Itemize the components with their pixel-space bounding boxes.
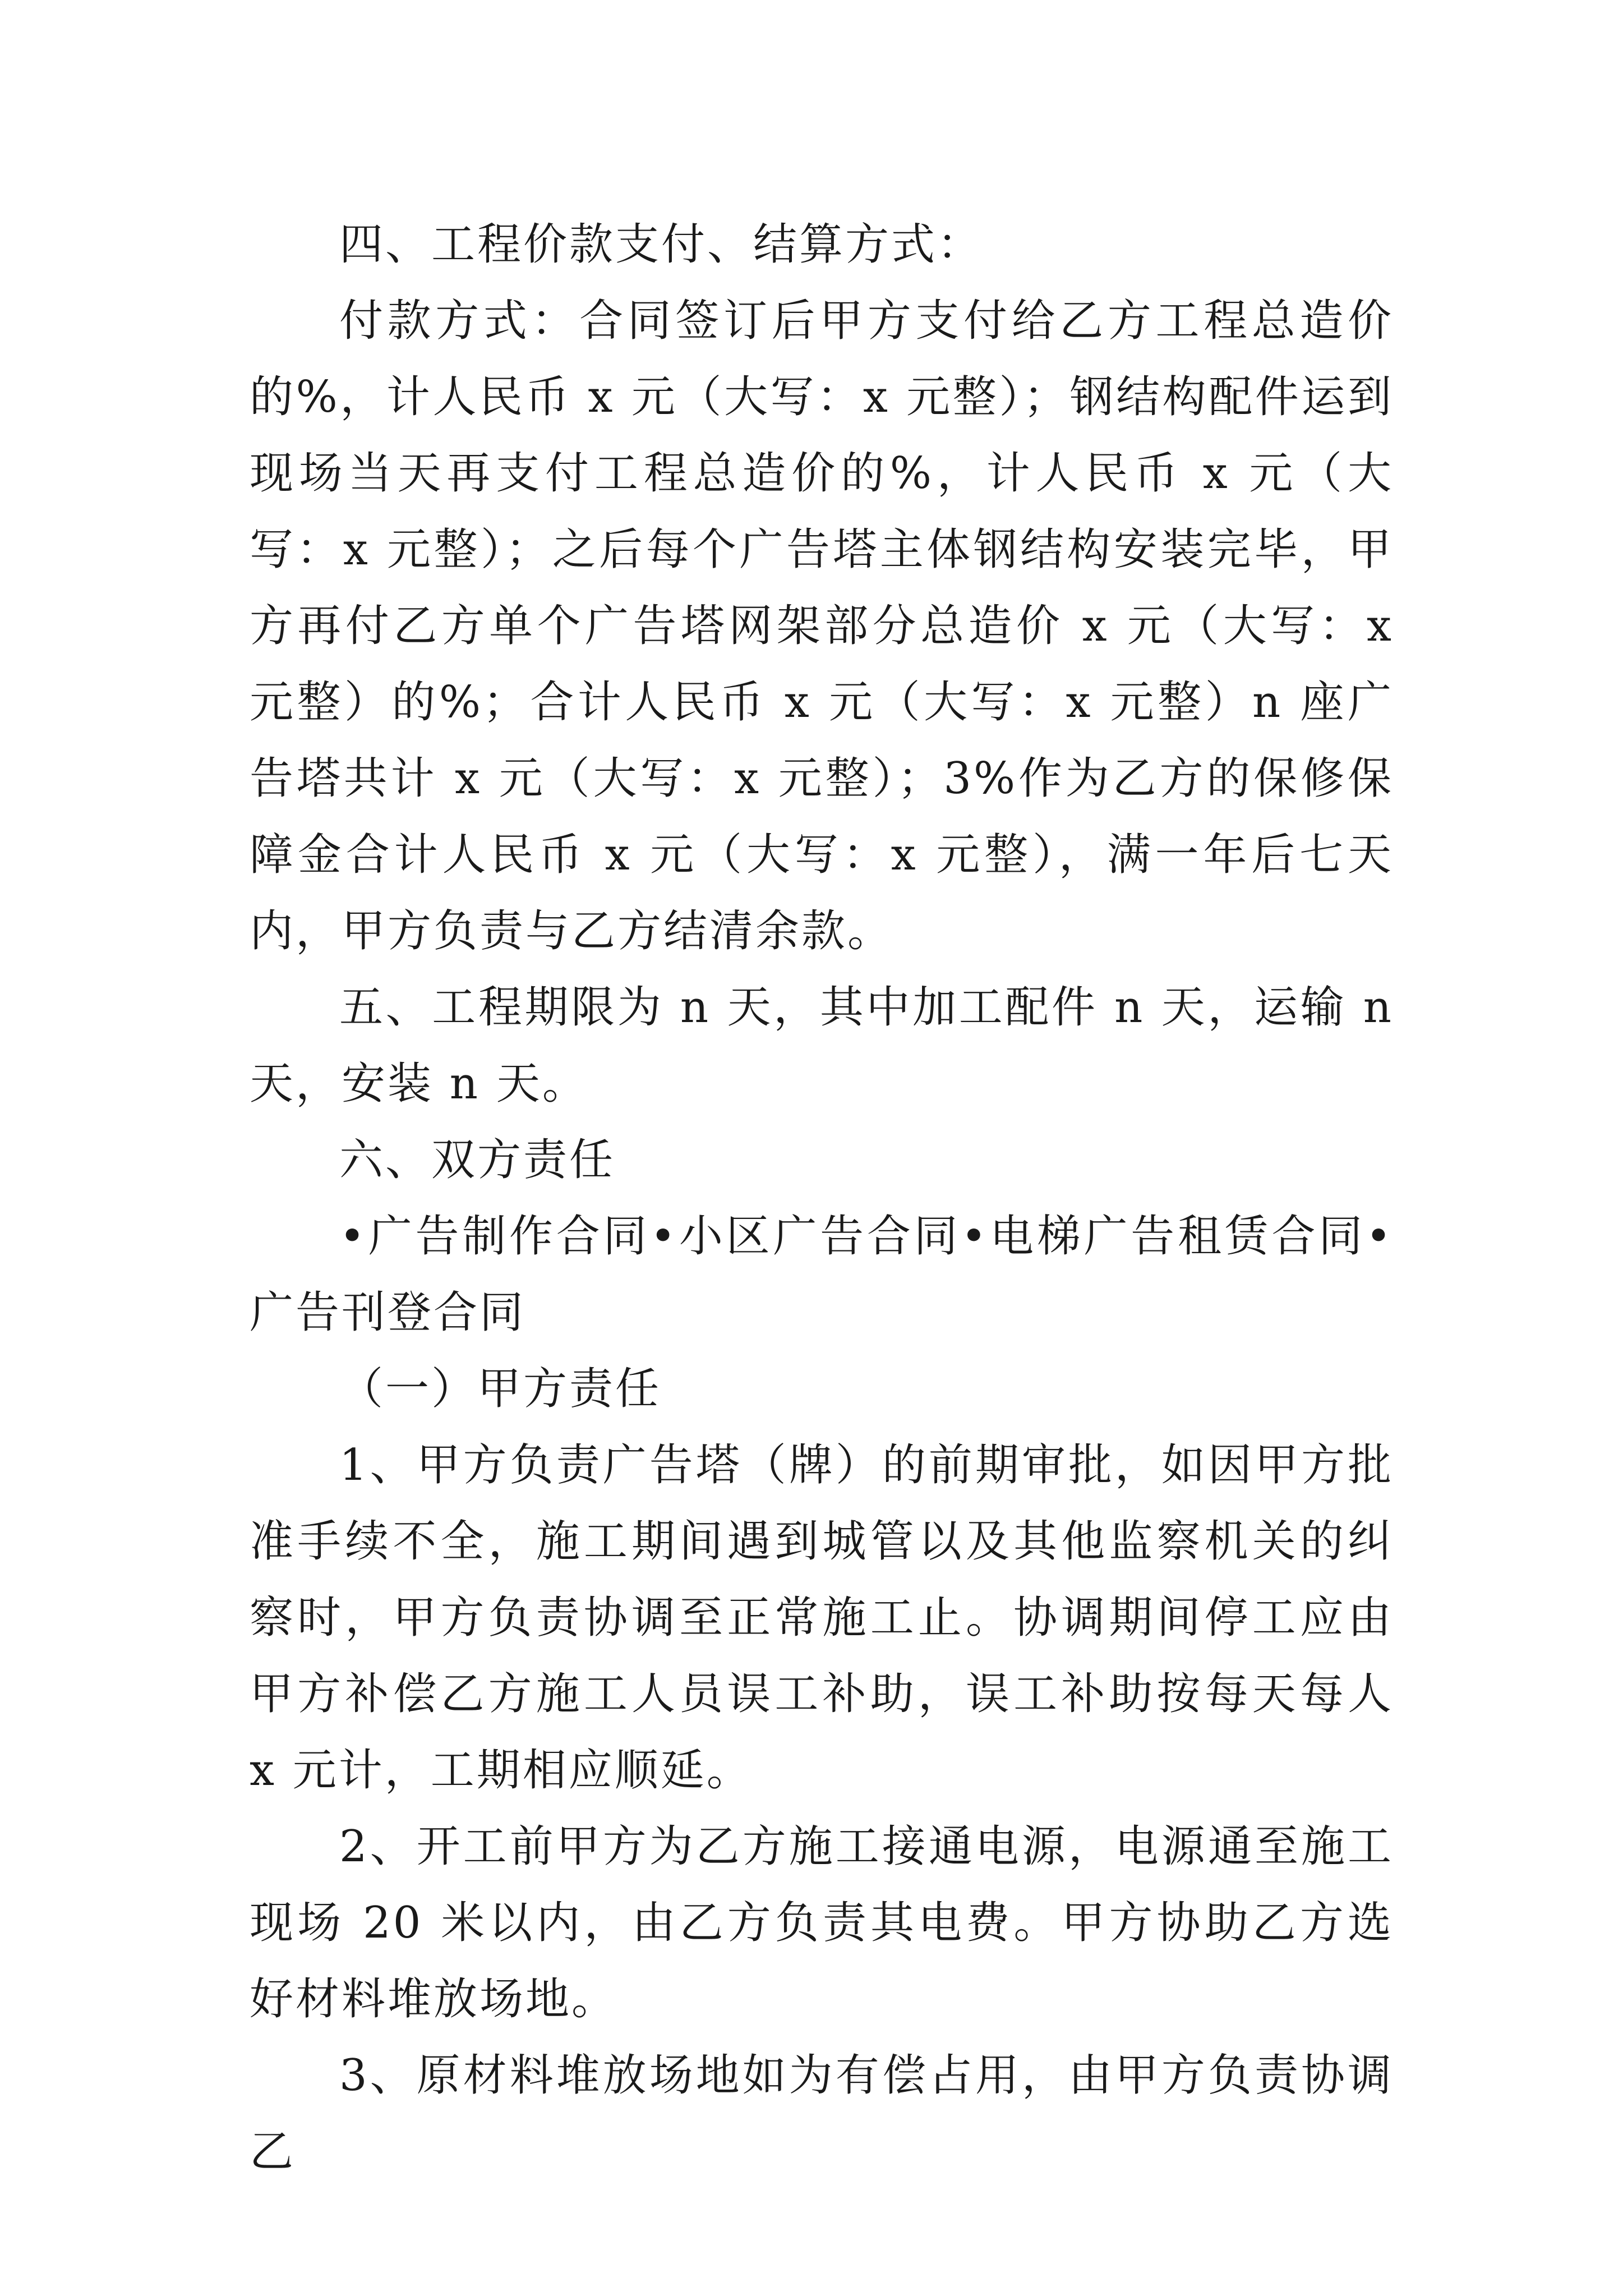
document-body xyxy=(250,206,1394,2190)
related-link-ad-publication-contract[interactable]: 广告刊登合同 xyxy=(250,1287,526,1338)
paragraph-payment-terms: 付款方式：合同签订后甲方支付给乙方工程总造价的%，计人民币 x 元（大写：x 元整）；钢结构配件运到现场当天再支付工程总造价的%，计人民币 x 元（大写：x 元整）；之后每个广告塔主体钢结构安装完毕，甲方再付乙方单个广告塔网架部分总造价 x 元（大写：x 元整）的%；合计人民币 x 元（大写：x 元整）n 座广告塔共计 x 元（大写：x 元整）；3%作为乙方的保修保障金合计人民币 x 元（大写：x 元整），满一年后七天内，甲方负责与乙方结清余款。 xyxy=(250,296,1394,956)
related-link-elevator-ad-lease-contract[interactable]: 电梯广告租赁合同 xyxy=(989,1211,1366,1262)
section-heading-responsibilities: 六、双方责任 xyxy=(339,1135,616,1185)
bullet-icon: • xyxy=(650,1211,679,1262)
bullet-icon: • xyxy=(961,1211,989,1262)
paragraph-clause-1: 1、甲方负责广告塔（牌）的前期审批，如因甲方批准手续不全，施工期间遇到城管以及其他监察机关的纠察时，甲方负责协调至正常施工止。协调期间停工应由甲方补偿乙方施工人员误工补助，误工补助按每天每人 x 元计，工期相应顺延。 xyxy=(250,1440,1394,1796)
related-link-ad-production-contract[interactable]: 广告制作合同 xyxy=(367,1211,651,1262)
paragraph-project-duration: 五、工程期限为 n 天，其中加工配件 n 天，运输 n 天，安装 n 天。 xyxy=(250,982,1394,1109)
paragraph-clause-3: 3、原材料堆放场地如为有偿占用，由甲方负责协调乙 xyxy=(250,2050,1394,2177)
related-link-community-ad-contract[interactable]: 小区广告合同 xyxy=(678,1211,961,1262)
subsection-heading-party-a: （一）甲方责任 xyxy=(339,1364,662,1414)
paragraph-clause-2: 2、开工前甲方为乙方施工接通电源，电源通至施工现场 20 米以内，由乙方负责其电费。甲方协助乙方选好材料堆放场地。 xyxy=(250,1821,1394,2024)
section-heading-payment: 四、工程价款支付、结算方式： xyxy=(339,219,984,270)
related-links xyxy=(250,1198,1394,1351)
bullet-icon: • xyxy=(339,1211,368,1262)
bullet-icon: • xyxy=(1365,1211,1394,1262)
